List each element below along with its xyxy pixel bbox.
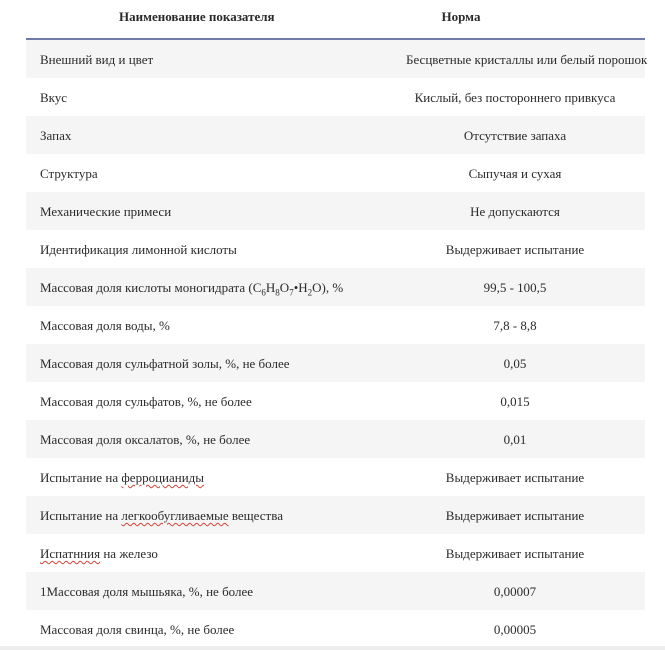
row-norm: Отсутствие запаха <box>463 128 567 143</box>
row-name: Вкус <box>40 90 68 105</box>
row-name <box>40 508 283 524</box>
row-name: Массовая доля сульфатной золы, %, не более <box>40 356 290 371</box>
row-norm: Не допускаются <box>470 204 560 219</box>
row-name <box>40 546 158 562</box>
row-norm: 0,015 <box>500 394 530 409</box>
row-name-part: Испытание на <box>40 470 122 485</box>
table-row <box>26 116 645 154</box>
table-row <box>26 344 645 382</box>
row-name: Структура <box>40 166 98 181</box>
row-name: Внешний вид и цвет <box>40 52 154 67</box>
formula-text: •H <box>293 280 308 295</box>
formula-text: O), % <box>312 280 344 295</box>
row-name <box>40 280 343 296</box>
table-row <box>26 420 645 458</box>
table-row <box>26 458 645 496</box>
row-norm: Бесцветные кристаллы или белый порошок <box>406 52 648 67</box>
table-row <box>26 192 645 230</box>
row-name: Запах <box>40 128 72 143</box>
table-row <box>26 40 648 78</box>
row-norm: Выдерживает испытание <box>445 470 585 485</box>
spellcheck-word[interactable]: легкообугливаемые <box>121 508 229 523</box>
row-norm: 0,01 <box>503 432 527 447</box>
row-norm: 7,8 - 8,8 <box>493 318 537 333</box>
table-row <box>26 154 645 192</box>
formula-text: O <box>279 280 290 295</box>
row-norm: 0,05 <box>503 356 527 371</box>
row-name-part: вещества <box>228 508 283 523</box>
row-name: Массовая доля свинца, %, не более <box>40 622 235 637</box>
table-row <box>26 306 645 344</box>
table-row <box>26 572 645 610</box>
formula-subscript: 8 <box>275 287 280 298</box>
table-row <box>26 496 645 534</box>
formula-subscript: 6 <box>261 287 266 298</box>
formula-subscript: 7 <box>289 287 294 298</box>
table-header <box>26 0 645 40</box>
table-row <box>26 382 645 420</box>
row-norm: 99,5 - 100,5 <box>483 280 547 295</box>
row-norm: 0,00005 <box>493 622 537 637</box>
table-row <box>26 610 645 648</box>
table-row <box>26 230 645 268</box>
table-row <box>26 534 645 572</box>
row-name-part: Испытание на <box>40 508 122 523</box>
row-name: Механические примеси <box>40 204 172 219</box>
formula-text: H <box>265 280 276 295</box>
table-row <box>26 78 645 116</box>
row-norm: Выдерживает испытание <box>445 546 585 561</box>
row-name: Массовая доля оксалатов, %, не более <box>40 432 251 447</box>
bottom-edge <box>0 646 665 650</box>
row-norm: Сыпучая и сухая <box>468 166 562 181</box>
header-norm-column: Норма <box>441 9 481 24</box>
table-row <box>26 268 645 306</box>
row-norm: Выдерживает испытание <box>445 508 585 523</box>
row-norm: 0,00007 <box>493 584 537 599</box>
specification-table <box>26 0 648 648</box>
formula-text: Массовая доля кислоты моногидрата (C <box>40 280 262 295</box>
row-name: Массовая доля сульфатов, %, не более <box>40 394 252 409</box>
row-norm: Кислый, без постороннего привкуса <box>414 90 616 105</box>
row-norm: Выдерживает испытание <box>445 242 585 257</box>
formula-subscript: 2 <box>307 287 313 298</box>
spellcheck-word[interactable]: ферроцианиды <box>121 470 205 485</box>
row-name: 1Массовая доля мышьяка, %, не более <box>40 584 254 599</box>
row-name: Идентификация лимонной кислоты <box>40 242 237 257</box>
header-name-column: Наименование показателя <box>119 9 275 24</box>
spellcheck-word[interactable]: Испатнния <box>40 546 101 561</box>
row-name-part: на железо <box>100 546 158 561</box>
row-name: Массовая доля воды, % <box>40 318 170 333</box>
row-name <box>40 470 204 486</box>
